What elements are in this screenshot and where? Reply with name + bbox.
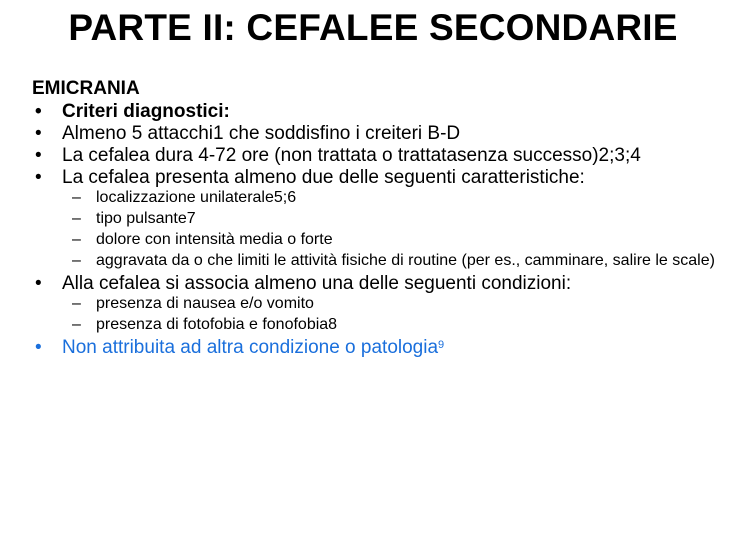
bullet-text: Non attribuita ad altra condizione o patologia — [62, 337, 439, 358]
dash-icon: – — [72, 295, 81, 312]
sub-bullet-text: aggravata da o che limiti le attività fisiche di routine (per es., camminare, salire le scale) — [96, 252, 715, 269]
sub-bullet-item — [32, 316, 722, 334]
slide-title: PARTE II: CEFALEE SECONDARIE — [68, 7, 678, 48]
bullet-icon: • — [35, 145, 42, 166]
bullet-item — [32, 273, 722, 294]
bullet-icon: • — [35, 273, 42, 294]
bullet-list — [32, 101, 722, 358]
dash-icon: – — [72, 210, 81, 227]
sub-bullet-text: dolore con intensità media o forte — [96, 231, 333, 248]
bullet-item — [32, 101, 722, 122]
sub-bullet-item — [32, 231, 722, 249]
dash-icon: – — [72, 189, 81, 206]
sub-bullet-text: localizzazione unilaterale5;6 — [96, 189, 297, 206]
bullet-text: La cefalea dura 4-72 ore (non trattata o trattatasenza successo)2;3;4 — [62, 145, 641, 166]
bullet-text: Alla cefalea si associa almeno una delle seguenti condizioni: — [62, 273, 572, 294]
bullet-item — [32, 123, 722, 144]
dash-icon: – — [72, 252, 81, 269]
bullet-text: La cefalea presenta almeno due delle seguenti caratteristiche: — [62, 167, 585, 188]
dash-icon: – — [72, 231, 81, 248]
bullet-icon: • — [35, 337, 42, 358]
bullet-item — [32, 145, 722, 166]
bullet-text: Almeno 5 attacchi1 che soddisfino i creiteri B-D — [62, 123, 461, 144]
footnote-ref: 9 — [438, 339, 445, 351]
sub-bullet-item — [32, 295, 722, 313]
sub-bullet-text: presenza di nausea e/o vomito — [96, 295, 314, 312]
bullet-item — [32, 167, 722, 188]
section-heading: EMICRANIA — [32, 78, 140, 99]
bullet-item-highlight — [32, 337, 722, 358]
sub-bullet-item — [32, 252, 722, 270]
bullet-icon: • — [35, 167, 42, 188]
bullet-text: Criteri diagnostici: — [62, 101, 230, 122]
sub-bullet-text: presenza di fotofobia e fonofobia8 — [96, 316, 338, 333]
sub-bullet-item — [32, 210, 722, 228]
bullet-icon: • — [35, 123, 42, 144]
slide-content — [32, 78, 722, 359]
bullet-icon: • — [35, 101, 42, 122]
sub-bullet-text: tipo pulsante7 — [96, 210, 196, 227]
dash-icon: – — [72, 316, 81, 333]
sub-bullet-item — [32, 189, 722, 207]
